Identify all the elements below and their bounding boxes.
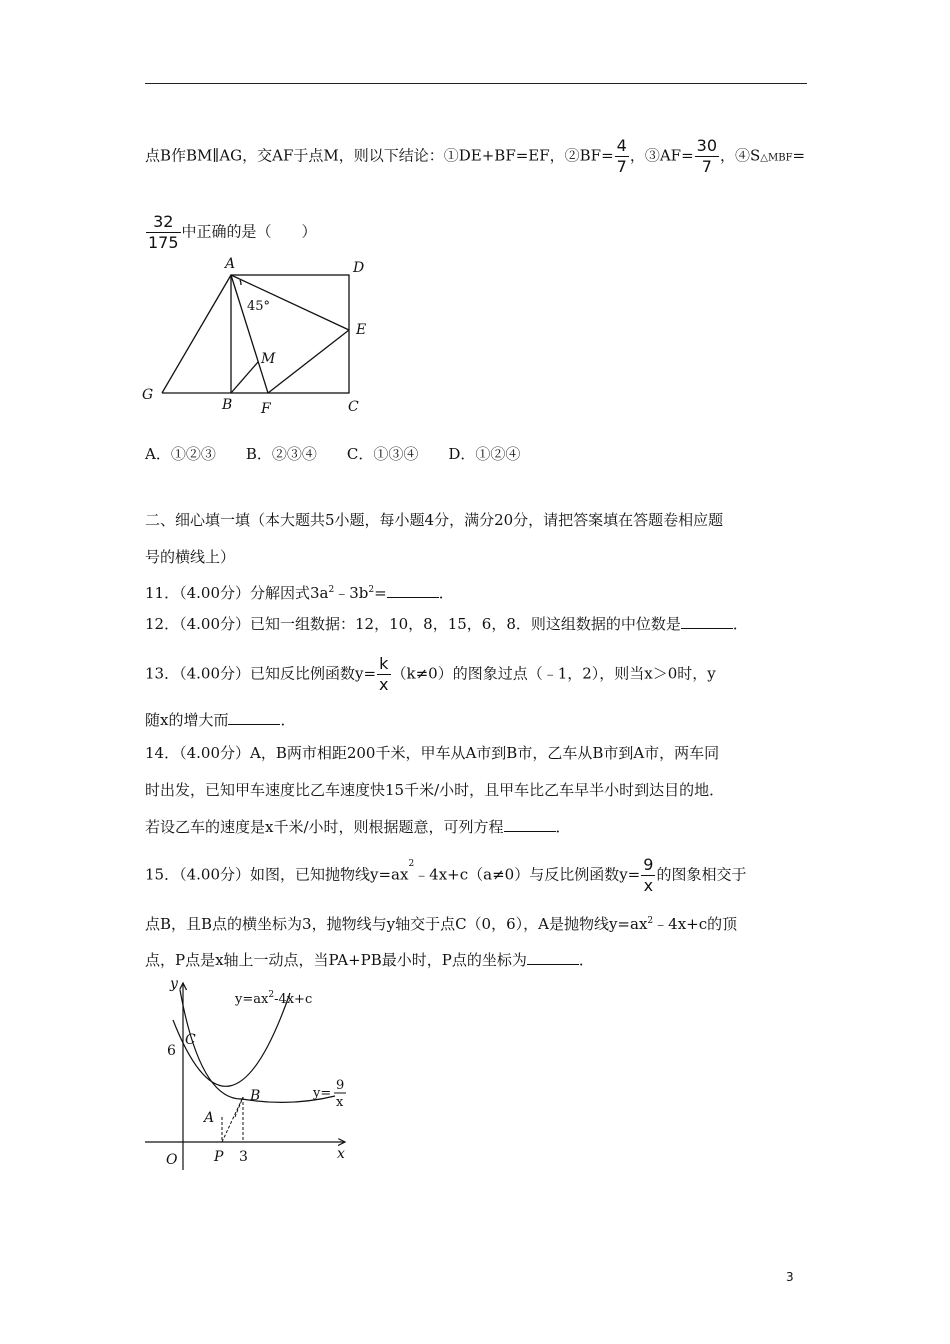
angle-arc — [240, 280, 241, 285]
answer-blank-15 — [527, 950, 579, 965]
parabola-hyperbola-figure — [140, 975, 370, 1175]
label-three: 3 — [239, 1149, 248, 1165]
label-six: 6 — [167, 1043, 176, 1059]
label-o: O — [166, 1152, 178, 1168]
label-y: y — [170, 976, 178, 992]
label-f: F — [261, 401, 271, 417]
q10-statement-cont: $\frac{32}{175}$ 中正确的是（ ） — [148, 212, 317, 252]
q10-statement: 点B作BM∥AG，交AF于点M，则以下结论：①DE+BF=EF，②BF= $\frac{4}{7}$ ，③AF= $\frac{30}{7}$ ，④S△MBF= — [145, 136, 806, 176]
segment-af — [231, 275, 271, 393]
hyperbola-label: y= — [313, 1086, 332, 1101]
q15-line3: 点，P点是x轴上一动点，当PA+PB最小时，P点的坐标为 ． — [145, 951, 594, 969]
hyperbola-num: 9 — [336, 1078, 345, 1093]
label-a2: A — [204, 1110, 215, 1126]
fraction-s: $\frac{32}{175}$ — [148, 212, 179, 252]
parabola-label: $y=ax^2-4x+c$ — [235, 990, 313, 1007]
header-rule — [145, 83, 807, 84]
label-b2: B — [250, 1088, 261, 1104]
q15-line2: 点B，且B点的横坐标为3，抛物线与y轴交于点C（0，6），A是抛物线$y=ax^2﹣4x+c$的顶 — [145, 915, 738, 933]
q11: 11．（4.00分）分解因式$3a^2﹣3b^2=$ ． — [145, 584, 454, 602]
dash-p-b — [222, 1097, 243, 1142]
q13: 13．（4.00分）已知反比例函数y= $\frac{k}{x}$ （k≠0）的图象过点（﹣1，2），则当x＞0时，y — [145, 654, 716, 694]
q14-line1: 14．（4.00分）A，B两市相距200千米，甲车从A市到B市，乙车从B市到A市，两车同 — [145, 744, 720, 762]
segment-ag — [162, 275, 231, 393]
label-g: G — [142, 387, 154, 403]
answer-blank-12 — [681, 614, 733, 629]
fraction-9-over-x: $\frac{9}{x}$ — [643, 855, 654, 895]
q14-line2: 时出发，已知甲车速度比乙车速度快15千米/小时，且甲车比乙车早半小时到达目的地． — [145, 781, 725, 799]
section2-heading: 二、细心填一填（本大题共5小题，每小题4分，满分20分，请把答案填在答题卷相应题 — [145, 511, 724, 529]
label-e: E — [356, 322, 367, 338]
q15-line1: 15．（4.00分）如图，已知抛物线$y=ax^2﹣4x+c(a\ne 0)$与反比例函数y= $\frac{9}{x}$ 的图象相交于 — [145, 855, 747, 895]
segment-bm — [231, 362, 258, 393]
label-x: x — [337, 1146, 345, 1162]
label-m: M — [261, 351, 276, 367]
q10-options: A．①②③ B．②③④ C．①③④ D．①②④ — [145, 445, 521, 463]
label-d: D — [353, 260, 365, 276]
answer-blank-13 — [228, 710, 280, 725]
label-a: A — [225, 256, 236, 272]
answer-blank-11 — [387, 583, 439, 598]
geometry-figure — [135, 250, 375, 420]
page-number: 3 — [786, 1270, 794, 1284]
label-p: P — [214, 1149, 224, 1165]
fraction-af: $\frac{30}{7}$ — [696, 136, 718, 176]
hyperbola-den: x — [336, 1095, 344, 1110]
fraction-k-over-x: $\frac{k}{x}$ — [379, 654, 389, 694]
label-c2: C — [185, 1032, 196, 1048]
angle-45-label: 45° — [247, 299, 271, 314]
section2-heading-cont: 号的横线上） — [145, 548, 236, 566]
q14-line3: 若设乙车的速度是x千米/小时，则根据题意，可列方程 ． — [145, 818, 571, 836]
q12: 12．（4.00分）已知一组数据：12，10，8，15，6，8．则这组数据的中位数是 ． — [145, 615, 748, 633]
q13-cont: 随x的增大而 ． — [145, 711, 296, 729]
segment-fe — [268, 330, 349, 393]
label-c: C — [348, 399, 359, 415]
label-b: B — [222, 397, 233, 413]
answer-blank-14 — [504, 817, 556, 832]
fraction-bf: $\frac{4}{7}$ — [616, 136, 627, 176]
